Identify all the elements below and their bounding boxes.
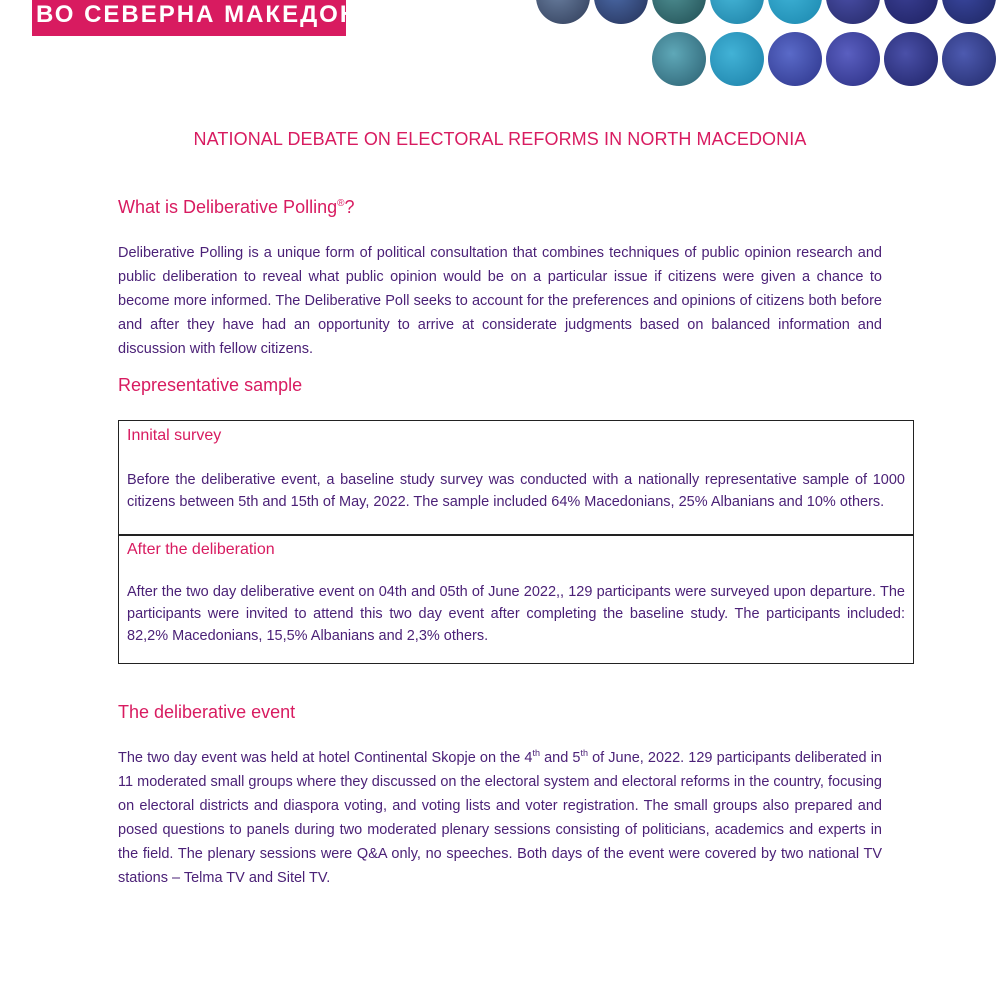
decorative-circle xyxy=(826,0,880,24)
decorative-circle xyxy=(536,0,590,24)
section-heading-sample: Representative sample xyxy=(118,375,303,395)
after-deliberation-text: After the two day deliberative event on 04th and 05th of June 2022,, 129 participants were surveyed upon departure. The participants were invited to attend this two day event after completing the baseline study. The participants included: 82,2% Macedonians, 15,5% Albanians and 2,3% others. xyxy=(127,584,905,644)
decorative-circle xyxy=(768,32,822,86)
decorative-circle xyxy=(652,0,706,24)
after-deliberation-box xyxy=(118,534,914,664)
decorative-circle xyxy=(768,0,822,24)
decorative-circle xyxy=(710,0,764,24)
event-text-2: and 5 xyxy=(540,750,581,766)
decorative-circles xyxy=(0,0,1000,90)
superscript-th: th xyxy=(532,748,540,759)
decorative-circle xyxy=(826,32,880,86)
decorative-circle xyxy=(884,0,938,24)
decorative-circle xyxy=(942,0,996,24)
event-text-3: of June, 2022. 129 participants deliberated in 11 moderated small groups where they discussed on the electoral system and electoral reforms in the country, focusing on electoral districts and diaspora voting, and voting lists and voter registration. The small groups also prepared and posed questions to panels during two moderated plenary sessions consisting of politicians, academics and experts in the field. The plenary sessions were Q&A only, no speeches. Both days of the event were covered by two national TV stations – Telma TV and Sitel TV. xyxy=(118,750,882,886)
heading-text: What is Deliberative Polling xyxy=(118,197,338,217)
what-paragraph: Deliberative Polling is a unique form of political consultation that combines techniques of public opinion research and public deliberation to reveal what public opinion would be on a particular issue if citizens were given a chance to become more informed. The Deliberative Poll seeks to account for the preferences and opinions of citizens both before and after they have had an opportunity to arrive at considerate judgments based on balanced information and discussion with fellow citizens. xyxy=(118,245,882,357)
document-title: NATIONAL DEBATE ON ELECTORAL REFORMS IN NORTH MACEDONIA xyxy=(193,129,807,149)
heading-suffix: ? xyxy=(344,197,355,217)
event-text-1: The two day event was held at hotel Continental Skopje on the 4 xyxy=(118,750,533,766)
initial-survey-box xyxy=(118,420,914,536)
registered-mark: ® xyxy=(337,198,345,209)
decorative-circle xyxy=(652,32,706,86)
decorative-circle xyxy=(710,32,764,86)
initial-survey-text: Before the deliberative event, a baseline study survey was conducted with a nationally representative sample of 1000 citizens between 5th and 15th of May, 2022. The sample included 64% Macedonians, 25% Albanians and 10% others. xyxy=(127,472,905,510)
event-paragraph xyxy=(118,746,882,890)
banner-text: ВО СЕВЕРНА МАКЕДОНИЈА xyxy=(36,1,414,28)
decorative-circle xyxy=(884,32,938,86)
decorative-circle xyxy=(594,0,648,24)
decorative-circle xyxy=(942,32,996,86)
initial-survey-heading: Innital survey xyxy=(127,427,222,444)
section-heading-event: The deliberative event xyxy=(118,702,296,722)
section-heading-what xyxy=(118,197,354,218)
after-deliberation-heading: After the deliberation xyxy=(127,541,275,558)
superscript-th: th xyxy=(580,748,588,759)
